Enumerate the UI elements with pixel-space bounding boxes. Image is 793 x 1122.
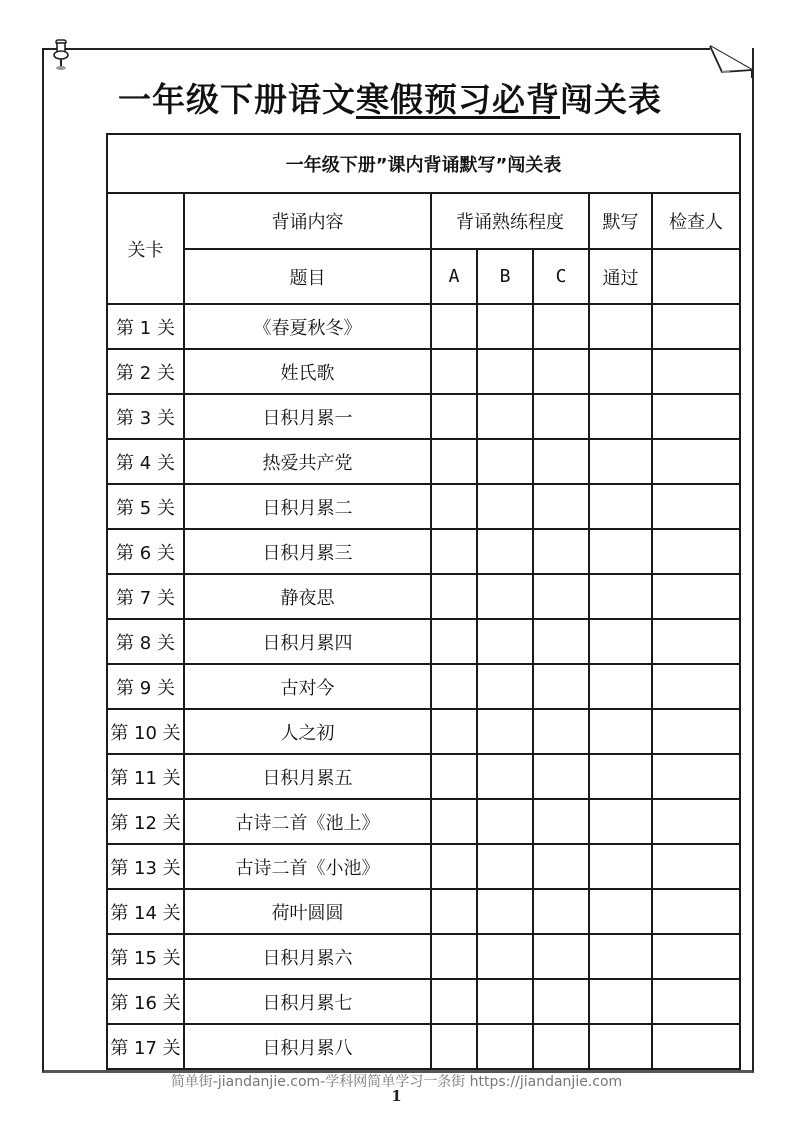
dictation-pass-cell[interactable] — [589, 439, 652, 484]
header-topic: 题目 — [184, 249, 431, 304]
dictation-pass-cell[interactable] — [589, 799, 652, 844]
header-checker: 检查人 — [652, 193, 740, 249]
grade-b-cell[interactable] — [477, 529, 533, 574]
topic-cell: 《春夏秋冬》 — [184, 304, 431, 349]
grade-c-cell[interactable] — [533, 484, 589, 529]
checker-cell[interactable] — [652, 484, 740, 529]
dictation-pass-cell[interactable] — [589, 574, 652, 619]
dictation-pass-cell[interactable] — [589, 889, 652, 934]
grade-a-cell[interactable] — [431, 349, 477, 394]
checker-cell[interactable] — [652, 394, 740, 439]
table-row — [107, 529, 740, 574]
dictation-pass-cell[interactable] — [589, 304, 652, 349]
level-cell: 第 7 关 — [107, 574, 184, 619]
header-checker-blank — [652, 249, 740, 304]
grade-a-cell[interactable] — [431, 889, 477, 934]
dictation-pass-cell[interactable] — [589, 709, 652, 754]
topic-cell: 姓氏歌 — [184, 349, 431, 394]
grade-b-cell[interactable] — [477, 889, 533, 934]
level-cell: 第 10 关 — [107, 709, 184, 754]
grade-a-cell[interactable] — [431, 529, 477, 574]
table-row — [107, 394, 740, 439]
level-cell: 第 5 关 — [107, 484, 184, 529]
grade-c-cell[interactable] — [533, 349, 589, 394]
title-prefix: 一年级下册语文 — [118, 80, 356, 119]
grade-a-cell[interactable] — [431, 484, 477, 529]
grade-b-cell[interactable] — [477, 574, 533, 619]
grade-c-cell[interactable] — [533, 304, 589, 349]
header-dictation-pass: 通过 — [589, 249, 652, 304]
grade-b-cell[interactable] — [477, 754, 533, 799]
grade-a-cell[interactable] — [431, 619, 477, 664]
grade-b-cell[interactable] — [477, 439, 533, 484]
level-cell: 第 3 关 — [107, 394, 184, 439]
topic-cell: 人之初 — [184, 709, 431, 754]
title-underlined: 寒假预习必背 — [356, 80, 560, 119]
table-row — [107, 304, 740, 349]
checker-cell[interactable] — [652, 934, 740, 979]
grade-b-cell[interactable] — [477, 304, 533, 349]
dictation-pass-cell[interactable] — [589, 664, 652, 709]
checker-cell[interactable] — [652, 664, 740, 709]
level-cell: 第 11 关 — [107, 754, 184, 799]
level-cell: 第 17 关 — [107, 1024, 184, 1069]
level-cell: 第 16 关 — [107, 979, 184, 1024]
grade-a-cell[interactable] — [431, 934, 477, 979]
table-row — [107, 889, 740, 934]
checker-cell[interactable] — [652, 529, 740, 574]
level-cell: 第 6 关 — [107, 529, 184, 574]
grade-b-cell[interactable] — [477, 844, 533, 889]
page-number: 1 — [391, 1087, 402, 1105]
grade-c-cell[interactable] — [533, 754, 589, 799]
header-dictation: 默写 — [589, 193, 652, 249]
footer-watermark: 简单街-jiandanjie.com-学科网简单学习一条街 https://jiandanjie.com — [170, 1074, 623, 1090]
table-row — [107, 484, 740, 529]
grade-c-cell[interactable] — [533, 664, 589, 709]
challenge-table — [106, 133, 741, 1070]
table-row — [107, 844, 740, 889]
grade-c-cell[interactable] — [533, 889, 589, 934]
table-row — [107, 439, 740, 484]
grade-b-cell[interactable] — [477, 484, 533, 529]
grade-a-cell[interactable] — [431, 439, 477, 484]
header-grade-a: A — [431, 249, 477, 304]
table-caption: 一年级下册”课内背诵默写”闯关表 — [107, 134, 740, 193]
level-cell: 第 15 关 — [107, 934, 184, 979]
header-grade-c: C — [533, 249, 589, 304]
checker-cell[interactable] — [652, 979, 740, 1024]
grade-a-cell[interactable] — [431, 844, 477, 889]
level-cell: 第 2 关 — [107, 349, 184, 394]
grade-c-cell[interactable] — [533, 934, 589, 979]
checker-cell[interactable] — [652, 349, 740, 394]
grade-a-cell[interactable] — [431, 394, 477, 439]
level-cell: 第 12 关 — [107, 799, 184, 844]
grade-c-cell[interactable] — [533, 619, 589, 664]
topic-cell: 日积月累一 — [184, 394, 431, 439]
table-row — [107, 619, 740, 664]
checker-cell[interactable] — [652, 304, 740, 349]
dictation-pass-cell[interactable] — [589, 394, 652, 439]
grade-b-cell[interactable] — [477, 619, 533, 664]
table-row — [107, 799, 740, 844]
grade-a-cell[interactable] — [431, 709, 477, 754]
topic-cell: 静夜思 — [184, 574, 431, 619]
dictation-pass-cell[interactable] — [589, 1024, 652, 1069]
table-row — [107, 934, 740, 979]
topic-cell: 古诗二首《池上》 — [184, 799, 431, 844]
level-cell: 第 1 关 — [107, 304, 184, 349]
topic-cell: 古诗二首《小池》 — [184, 844, 431, 889]
table-row — [107, 574, 740, 619]
table-row — [107, 349, 740, 394]
level-cell: 第 14 关 — [107, 889, 184, 934]
grade-b-cell[interactable] — [477, 799, 533, 844]
level-cell: 第 8 关 — [107, 619, 184, 664]
checker-cell[interactable] — [652, 619, 740, 664]
title-suffix: 闯关表 — [560, 80, 662, 119]
checker-cell[interactable] — [652, 844, 740, 889]
grade-c-cell[interactable] — [533, 1024, 589, 1069]
grade-b-cell[interactable] — [477, 349, 533, 394]
grade-b-cell[interactable] — [477, 709, 533, 754]
dictation-pass-cell[interactable] — [589, 979, 652, 1024]
grade-a-cell[interactable] — [431, 574, 477, 619]
header-proficiency: 背诵熟练程度 — [431, 193, 589, 249]
header-level: 关卡 — [107, 193, 184, 304]
grade-c-cell[interactable] — [533, 439, 589, 484]
level-cell: 第 9 关 — [107, 664, 184, 709]
grade-c-cell[interactable] — [533, 709, 589, 754]
grade-c-cell[interactable] — [533, 574, 589, 619]
grade-b-cell[interactable] — [477, 664, 533, 709]
topic-cell: 日积月累六 — [184, 934, 431, 979]
header-content: 背诵内容 — [184, 193, 431, 249]
grade-b-cell[interactable] — [477, 979, 533, 1024]
level-cell: 第 4 关 — [107, 439, 184, 484]
dictation-pass-cell[interactable] — [589, 619, 652, 664]
checker-cell[interactable] — [652, 709, 740, 754]
table-row — [107, 979, 740, 1024]
grade-b-cell[interactable] — [477, 394, 533, 439]
header-grade-b: B — [477, 249, 533, 304]
table-row — [107, 1024, 740, 1069]
table-row — [107, 664, 740, 709]
grade-c-cell[interactable] — [533, 529, 589, 574]
topic-cell: 热爱共产党 — [184, 439, 431, 484]
topic-cell: 日积月累八 — [184, 1024, 431, 1069]
dictation-pass-cell[interactable] — [589, 844, 652, 889]
checker-cell[interactable] — [652, 574, 740, 619]
grade-a-cell[interactable] — [431, 754, 477, 799]
dictation-pass-cell[interactable] — [589, 934, 652, 979]
grade-c-cell[interactable] — [533, 979, 589, 1024]
grade-b-cell[interactable] — [477, 934, 533, 979]
topic-cell: 日积月累四 — [184, 619, 431, 664]
checker-cell[interactable] — [652, 754, 740, 799]
checker-cell[interactable] — [652, 799, 740, 844]
topic-cell: 古对今 — [184, 664, 431, 709]
level-cell: 第 13 关 — [107, 844, 184, 889]
topic-cell: 荷叶圆圆 — [184, 889, 431, 934]
topic-cell: 日积月累二 — [184, 484, 431, 529]
dog-ear-corner-icon — [708, 44, 754, 78]
grade-c-cell[interactable] — [533, 799, 589, 844]
dictation-pass-cell[interactable] — [589, 754, 652, 799]
checker-cell[interactable] — [652, 889, 740, 934]
grade-a-cell[interactable] — [431, 979, 477, 1024]
pushpin-icon — [48, 38, 74, 72]
grade-c-cell[interactable] — [533, 844, 589, 889]
checker-cell[interactable] — [652, 439, 740, 484]
topic-cell: 日积月累七 — [184, 979, 431, 1024]
dictation-pass-cell[interactable] — [589, 484, 652, 529]
page-title — [118, 74, 662, 121]
paper-frame-top — [42, 48, 710, 50]
topic-cell: 日积月累三 — [184, 529, 431, 574]
table-row — [107, 709, 740, 754]
grade-b-cell[interactable] — [477, 1024, 533, 1069]
dictation-pass-cell[interactable] — [589, 529, 652, 574]
checker-cell[interactable] — [652, 1024, 740, 1069]
grade-a-cell[interactable] — [431, 664, 477, 709]
dictation-pass-cell[interactable] — [589, 349, 652, 394]
grade-c-cell[interactable] — [533, 394, 589, 439]
grade-a-cell[interactable] — [431, 304, 477, 349]
table-row — [107, 754, 740, 799]
grade-a-cell[interactable] — [431, 1024, 477, 1069]
topic-cell: 日积月累五 — [184, 754, 431, 799]
grade-a-cell[interactable] — [431, 799, 477, 844]
